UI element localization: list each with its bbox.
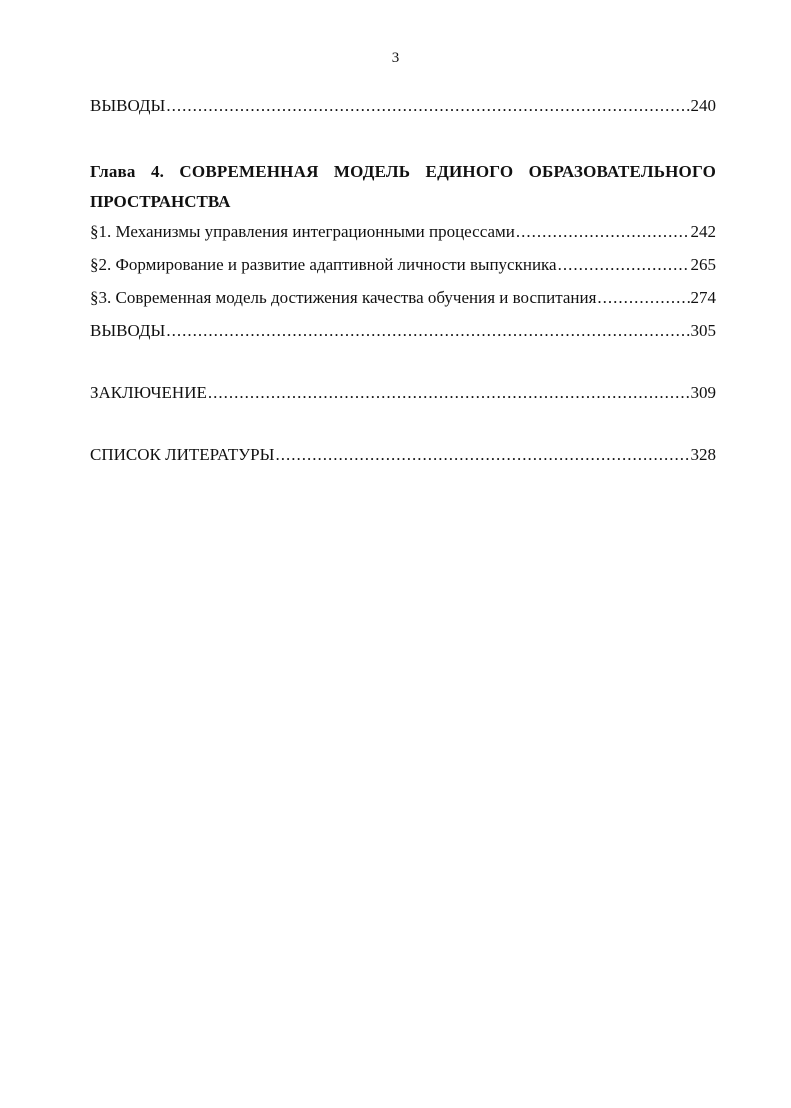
toc-entry-label: ВЫВОДЫ [90, 96, 166, 115]
page-number: 3 [391, 50, 400, 66]
dot-leader [166, 321, 689, 341]
toc-entry-label: §1. Механизмы управления интеграционными процессами [90, 222, 515, 241]
toc-entry-label: §2. Формирование и развитие адаптивной личности выпускника [90, 255, 557, 274]
toc-entry-page: 309 [690, 383, 716, 402]
toc-entry-references[interactable] [90, 445, 716, 465]
toc-entry-label: ВЫВОДЫ [90, 321, 166, 340]
toc-entry-page: 305 [690, 321, 716, 340]
toc-entry-label: ЗАКЛЮЧЕНИЕ [90, 383, 207, 402]
chapter-4-title-continued[interactable]: ПРОСТРАНСТВА [90, 192, 231, 211]
chapter-4-title[interactable]: Глава 4. СОВРЕМЕННАЯ МОДЕЛЬ ЕДИНОГО ОБРАЗОВАТЕЛЬНОГО [90, 162, 716, 181]
toc-entry-conclusions-ch4[interactable] [90, 321, 716, 341]
dot-leader [166, 96, 689, 116]
dot-leader [558, 255, 690, 275]
dot-leader [275, 445, 689, 465]
toc-entry-page: 240 [690, 96, 716, 115]
table-of-contents [90, 96, 716, 465]
toc-entry-conclusion[interactable] [90, 383, 716, 403]
dot-leader [516, 222, 690, 242]
dot-leader [597, 288, 689, 308]
toc-entry-conclusions-ch3[interactable] [90, 96, 716, 116]
toc-entry-page: 265 [690, 255, 716, 274]
dot-leader [208, 383, 690, 403]
toc-entry-page: 328 [690, 445, 716, 464]
toc-entry-page: 274 [690, 288, 716, 307]
toc-entry-label: СПИСОК ЛИТЕРАТУРЫ [90, 445, 275, 464]
toc-entry-ch4-section-3[interactable] [90, 288, 716, 308]
toc-entry-ch4-section-2[interactable] [90, 255, 716, 275]
toc-entry-page: 242 [690, 222, 716, 241]
toc-entry-ch4-section-1[interactable] [90, 222, 716, 242]
toc-entry-label: §3. Современная модель достижения качества обучения и воспитания [90, 288, 597, 307]
